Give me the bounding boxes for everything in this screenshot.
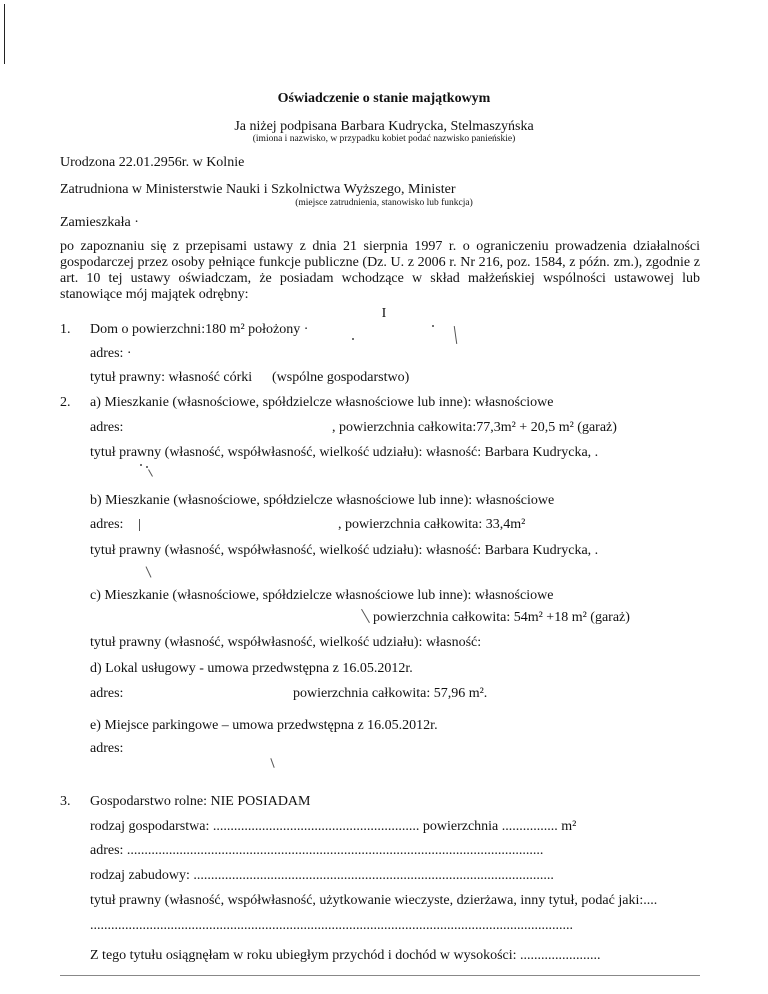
page-bottom-rule: [60, 975, 700, 976]
scan-mark: [270, 758, 274, 768]
scan-dot: [432, 325, 434, 327]
document-title: Oświadczenie o stanie majątkowym: [277, 91, 491, 106]
item2c-heading: c) Mieszkanie (własnościowe, spółdzielcze własnościowe lub inne): własnościowe: [90, 588, 554, 603]
item2b-title: tytuł prawny (własność, współwłasność, wielkość udziału): własność: Barbara Kudrycka, .: [90, 543, 599, 558]
item3-number: 3.: [60, 794, 71, 809]
item3-address: adres: .......................................................................................................................: [90, 843, 544, 858]
item3-income: Z tego tytułu osiągnęłam w roku ubiegłym przychód i dochód w wysokości: .......................: [90, 948, 601, 963]
employment-note: (miejsce zatrudnienia, stanowisko lub funkcja): [295, 198, 473, 208]
scan-dot: [140, 464, 142, 466]
item2-number: 2.: [60, 395, 71, 410]
scan-mark: [139, 519, 140, 531]
item1-number: 1.: [60, 322, 71, 337]
section-roman-numeral: I: [381, 306, 387, 321]
item3-legal-title: tytuł prawny (własność, współwłasność, użytkowanie wieczyste, dzierżawa, inny tytuł, podać jaki:....: [90, 893, 658, 908]
scan-edge-line: [4, 4, 5, 64]
item2d-address: adres:: [90, 686, 124, 701]
item2d-heading: d) Lokal usługowy - umowa przedwstępna z 16.05.2012r.: [90, 661, 413, 676]
item3-farm-type: rodzaj gospodarstwa: ........................................................... powierzchnia ................ m²: [90, 819, 577, 834]
item2a-area: , powierzchnia całkowita:77,3m² + 20,5 m² (garaż): [332, 420, 617, 435]
scan-mark: [146, 566, 152, 577]
birth-line: Urodzona 22.01.2956r. w Kolnie: [60, 155, 245, 170]
scan-dot: [352, 338, 354, 340]
residence-line: Zamieszkała ·: [60, 215, 139, 230]
item2c-area: powierzchnia całkowita: 54m² +18 m² (garaż): [373, 610, 630, 625]
item2d-area: powierzchnia całkowita: 57,96 m².: [293, 686, 488, 701]
item1-text: Dom o powierzchni:180 m² położony ·: [90, 322, 309, 337]
item2a-heading: a) Mieszkanie (własnościowe, spółdzielcze własnościowe lub inne): własnościowe: [90, 395, 554, 410]
item1-address: adres: ·: [90, 346, 132, 361]
item2b-area: , powierzchnia całkowita: 33,4m²: [338, 517, 526, 532]
declarant-line: Ja niżej podpisana Barbara Kudrycka, Stelmaszyńska: [234, 119, 534, 134]
scan-mark: [454, 326, 457, 344]
scan-mark: [148, 469, 153, 476]
item2b-address: adres:: [90, 517, 124, 532]
item1-title: tytuł prawny: własność córki: [90, 370, 253, 385]
item3-buildings: rodzaj zabudowy: .......................................................................................................: [90, 868, 554, 883]
item2a-title: tytuł prawny (własność, współwłasność, wielkość udziału): własność: Barbara Kudrycka, .: [90, 445, 599, 460]
item2b-heading: b) Mieszkanie (własnościowe, spółdzielcze własnościowe lub inne): własnościowe: [90, 493, 555, 508]
item3-dotted-line: ..........................................................................................................................................: [90, 918, 573, 933]
intro-paragraph: po zapoznaniu się z przepisami ustawy z dnia 21 sierpnia 1997 r. o ograniczeniu prowadzenia działalności gospodarczej przez osoby pełniące funkcje publiczne (Dz. U. z 2006 r. Nr 216, poz. 1584, z późn. zm.), zgodnie z art. 10 tej ustawy oświadczam, że posiadam wchodzące w skład małżeńskiej wspólności ustawowej lub stanowiące mój majątek odrębny:: [60, 239, 700, 302]
scan-mark: [361, 609, 370, 623]
item2e-address: adres:: [90, 741, 124, 756]
item2c-title: tytuł prawny (własność, współwłasność, wielkość udziału): własność:: [90, 635, 482, 650]
item1-note: (wspólne gospodarstwo): [272, 370, 410, 385]
employment-line: Zatrudniona w Ministerstwie Nauki i Szkolnictwa Wyższego, Minister: [60, 182, 456, 197]
scan-dot: [146, 466, 148, 468]
item3-heading: Gospodarstwo rolne: NIE POSIADAM: [90, 794, 311, 809]
declarant-note: (imiona i nazwisko, w przypadku kobiet podać nazwisko panieńskie): [252, 134, 516, 144]
item2a-address: adres:: [90, 420, 124, 435]
item2e-heading: e) Miejsce parkingowe – umowa przedwstępna z 16.05.2012r.: [90, 718, 438, 733]
